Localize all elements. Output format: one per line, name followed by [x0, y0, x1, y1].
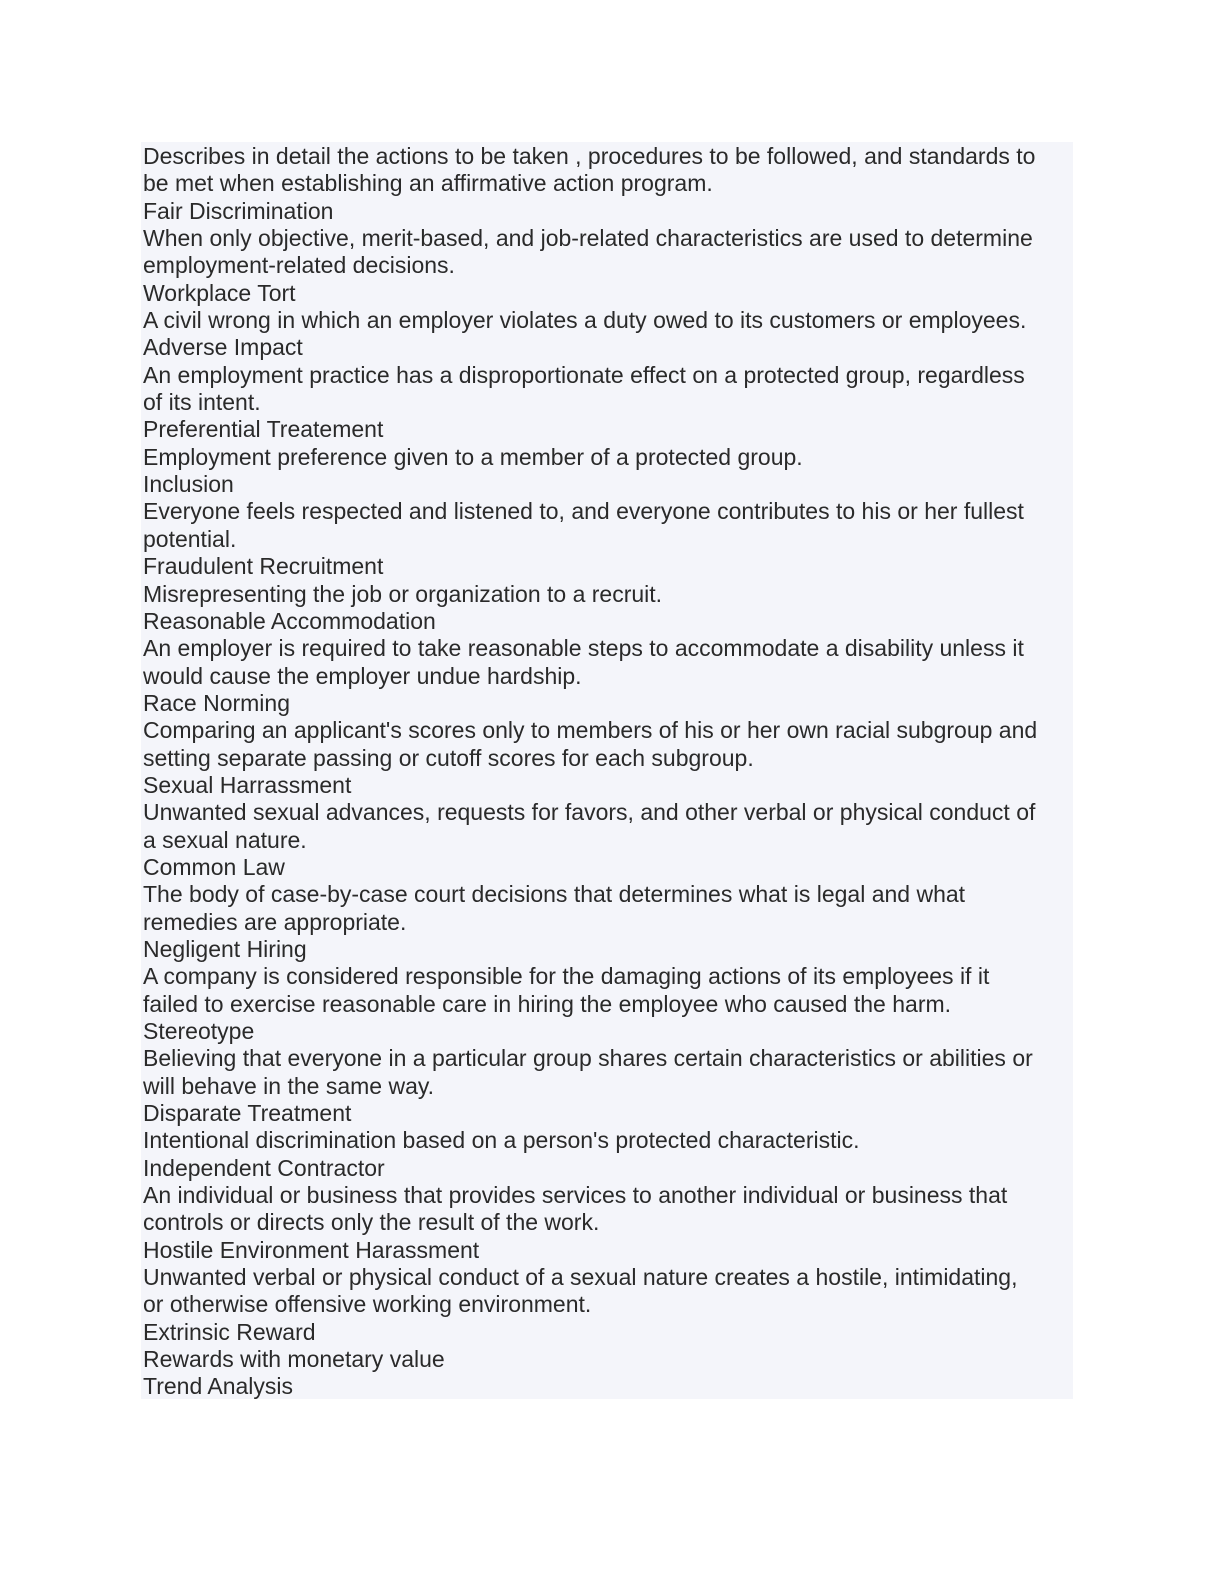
text-line: Believing that everyone in a particular group shares certain characteristics or abilities or: [143, 1045, 1033, 1072]
text-line: The body of case-by-case court decisions that determines what is legal and what: [143, 881, 966, 908]
term-heading: Inclusion: [143, 471, 234, 498]
text-line: Unwanted sexual advances, requests for favors, and other verbal or physical conduct of: [143, 799, 1036, 826]
text-line: controls or directs only the result of the work.: [143, 1209, 600, 1236]
text-line: An employer is required to take reasonable steps to accommodate a disability unless it: [143, 635, 1024, 662]
text-line: be met when establishing an affirmative action program.: [143, 170, 713, 197]
term-heading: Trend Analysis: [143, 1373, 293, 1400]
text-line: Comparing an applicant's scores only to members of his or her own racial subgroup and: [143, 717, 1038, 744]
text-line: a sexual nature.: [143, 826, 307, 853]
text-line: Describes in detail the actions to be taken , procedures to be followed, and standards to: [143, 143, 1036, 169]
term-heading: Reasonable Accommodation: [143, 607, 436, 634]
term-heading: Negligent Hiring: [143, 935, 307, 962]
text-line: Unwanted verbal or physical conduct of a sexual nature creates a hostile, intimidating,: [143, 1264, 1018, 1291]
text-line: Intentional discrimination based on a person's protected characteristic.: [143, 1127, 860, 1154]
text-line: Misrepresenting the job or organization to a recruit.: [143, 580, 663, 607]
text-line: When only objective, merit-based, and job-related characteristics are used to determine: [143, 225, 1033, 252]
text-line: A civil wrong in which an employer violates a duty owed to its customers or employees.: [143, 307, 1027, 334]
text-line: or otherwise offensive working environment.: [143, 1291, 592, 1318]
term-heading: Workplace Tort: [143, 279, 296, 306]
text-line: failed to exercise reasonable care in hiring the employee who caused the harm.: [143, 990, 952, 1017]
term-heading: Race Norming: [143, 689, 290, 716]
term-heading: Sexual Harrassment: [143, 771, 352, 798]
term-heading: Fair Discrimination: [143, 197, 334, 224]
text-line: An employment practice has a disproportionate effect on a protected group, regardless: [143, 361, 1025, 388]
text-line: employment-related decisions.: [143, 252, 455, 279]
term-heading: Fraudulent Recruitment: [143, 553, 384, 580]
text-line: remedies are appropriate.: [143, 908, 407, 935]
text-line: Rewards with monetary value: [143, 1346, 445, 1373]
text-line: would cause the employer undue hardship.: [143, 662, 582, 689]
term-heading: Disparate Treatment: [143, 1100, 352, 1127]
text-line: Everyone feels respected and listened to, and everyone contributes to his or her fullest: [143, 498, 1024, 525]
term-heading: Independent Contractor: [143, 1154, 385, 1181]
term-heading: Preferential Treatement: [143, 416, 384, 443]
text-line: A company is considered responsible for the damaging actions of its employees if it: [143, 963, 990, 990]
text-line: of its intent.: [143, 389, 261, 416]
text-line: Employment preference given to a member of a protected group.: [143, 443, 803, 470]
text-line: potential.: [143, 525, 237, 552]
term-heading: Stereotype: [143, 1018, 255, 1044]
term-heading: Common Law: [143, 853, 285, 880]
glossary-text-block: [141, 142, 1073, 1399]
text-line: setting separate passing or cutoff scores for each subgroup.: [143, 744, 754, 771]
term-heading: Extrinsic Reward: [143, 1318, 316, 1345]
term-heading: Hostile Environment Harassment: [143, 1236, 480, 1263]
term-heading: Adverse Impact: [143, 334, 303, 361]
text-line: An individual or business that provides services to another individual or business that: [143, 1182, 1008, 1209]
text-line: will behave in the same way.: [143, 1072, 435, 1099]
